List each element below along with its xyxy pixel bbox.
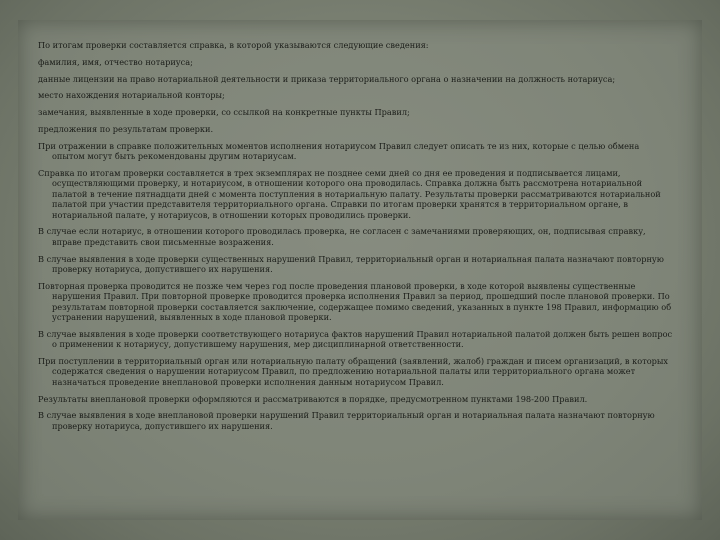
paragraph: В случае если нотариус, в отношении которого проводилась проверка, не согласен с замечаниями проверяющих, он, подписывая справку, вправе представить свои письменные возражения. [38,226,646,247]
paragraph: фамилия, имя, отчество нотариуса; [38,56,193,67]
paragraph: В случае выявления в ходе внеплановой проверки нарушений Правил территориальный орган и нотариальная палата назначают повторную проверку нотариуса, допустившего их нарушения. [38,410,655,431]
paragraph: В случае выявления в ходе проверки существенных нарушений Правил, территориальный орган и нотариальная палата назначают повторную проверку нотариуса, допустившего их нарушения. [38,253,664,275]
paragraph: По итогам проверки составляется справка, в которой указываются следующие сведения: [38,40,429,50]
paragraph: При поступлении в территориальный орган или нотариальную палату обращений (заявлений, жалоб) граждан и писем организаций, в которых содержатся сведения о нарушении нотариусом Правил, по предложению нотариальной палаты или территориального органа может назначаться проведение внеплановой проверки исполнения данным нотариусом Правил. [38,356,669,387]
paragraph: Результаты внеплановой проверки оформляются и рассматриваются в порядке, предусмотренном пунктами 198-200 Правил. [38,393,588,404]
paragraph: При отражении в справке положительных моментов исполнения нотариусом Правил следует описать те из них, которые с целью обмена опытом могут быть рекомендованы другим нотариусам. [38,140,640,162]
paragraph: Справка по итогам проверки составляется в трех экземплярах не позднее семи дней со дня ее проведения и подписывается лицами, осуществляющими проверку, и нотариусом, в отношении которого она проводилась. Справка должна быть рассмотрена нотариальной палатой в течение пятнадцати дней с момента поступления в нотариальную палату. Результаты проверки рассматриваются нотариальной палатой при участии представителя территориального органа. Справки по итогам проверки хранятся в территориальном органе, в нотариальной палате, у нотариусов, в отношении которых проводились проверки. [38,167,661,220]
paragraph: данные лицензии на право нотариальной деятельности и приказа территориального органа о назначении на должность нотариуса; [38,73,616,84]
paragraph: Повторная проверка проводится не позже чем через год после проведения плановой проверки, в ходе которой выявлены существенные нарушения Правил. При повторной проверке проводится проверка исполнения Правил за период, прошедший после плановой проверки. По результатам повторной проверки составляется заключение, содержащее помимо сведений, указанных в пункте 198 Правил, информацию об устранении нарушений, выявленных в ходе плановой проверки. [38,280,672,323]
document-text [38,40,674,438]
paragraph: В случае выявления в ходе проверки соответствующего нотариуса фактов нарушений Правил нотариальной палатой должен быть решен вопрос о применении к нотариусу, допустившему нарушения, мер дисциплинарной ответственности. [38,328,673,350]
paragraph: замечания, выявленные в ходе проверки, со ссылкой на конкретные пункты Правил; [38,107,410,118]
paragraph: место нахождения нотариальной конторы; [38,90,225,101]
paragraph: предложения по результатам проверки. [38,123,214,134]
